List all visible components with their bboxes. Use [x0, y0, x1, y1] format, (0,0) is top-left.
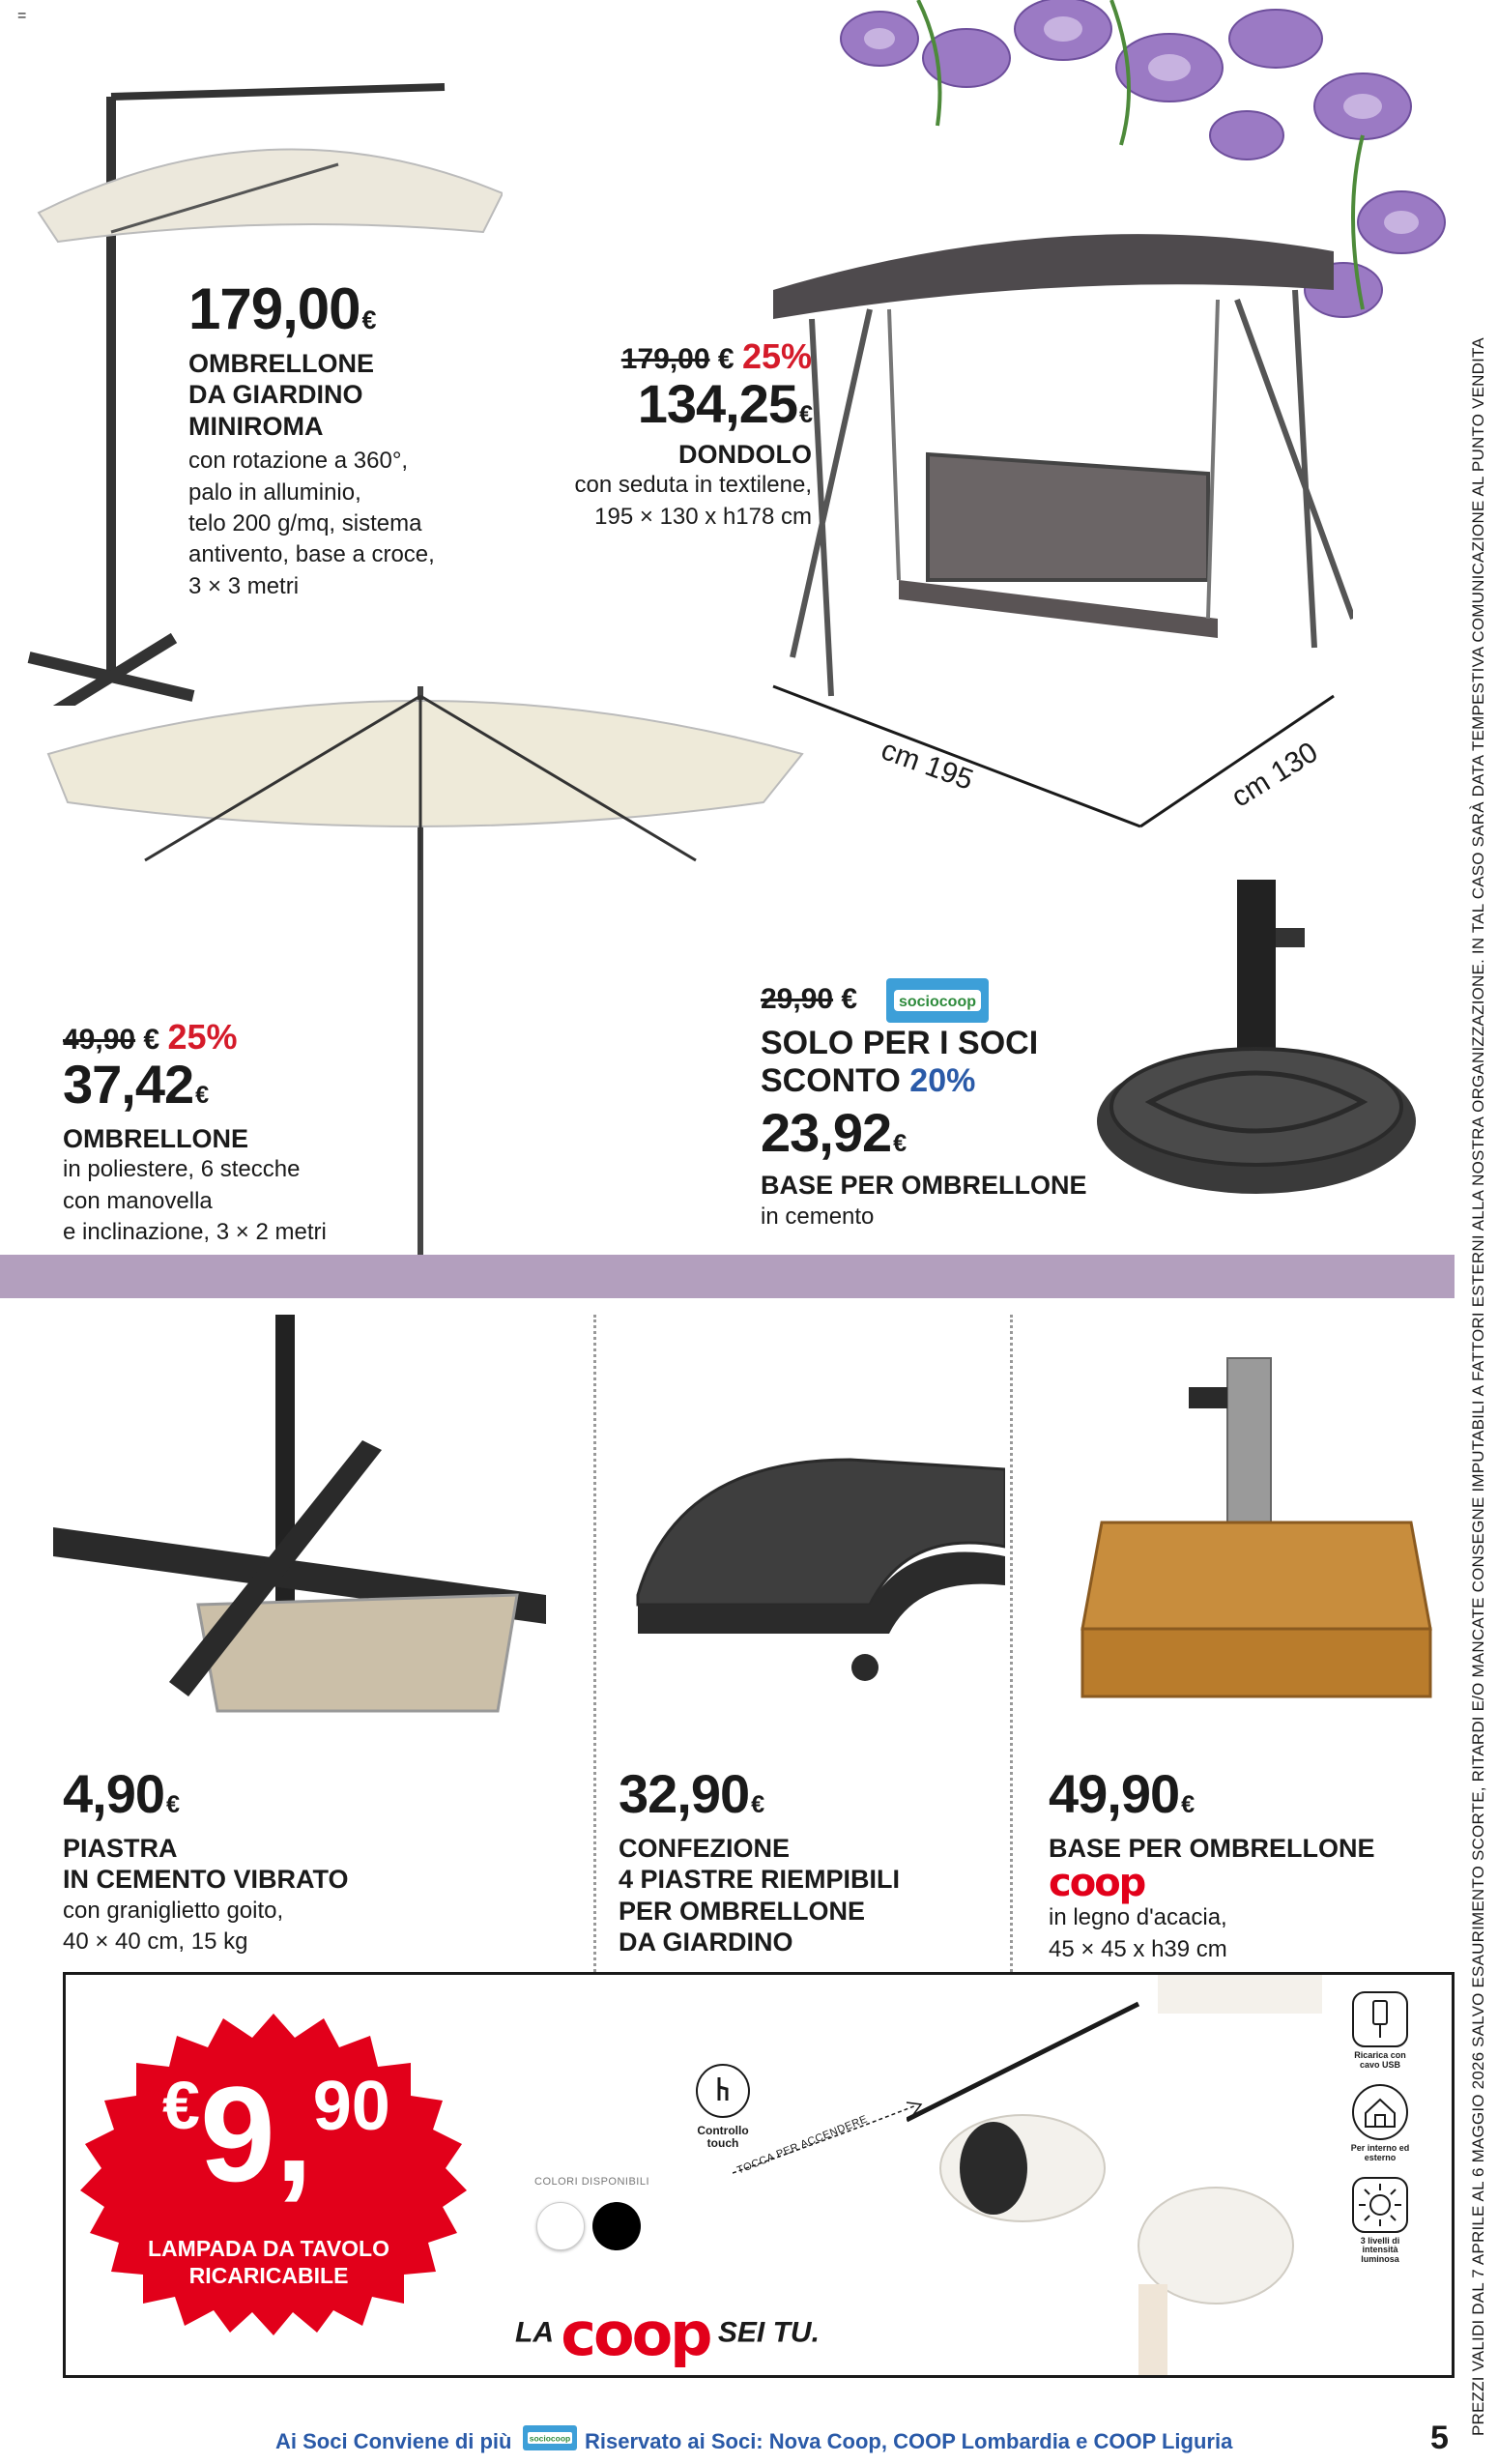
house-icon — [1350, 2082, 1410, 2142]
feature-house-label: Per interno ed esterno — [1350, 2142, 1410, 2162]
dondolo-dim-width: cm 195 — [877, 734, 978, 797]
footer-sociocoop-logo — [522, 2424, 578, 2451]
lampada-title: LAMPADA DA TAVOLO RICARICABILE — [148, 2236, 389, 2288]
coop-logo-slogan: coop — [561, 2299, 710, 2369]
piastre-riempibili-title: CONFEZIONE 4 PIASTRE RIEMPIBILI PER OMBRELLONE DA GIARDINO — [619, 1834, 901, 1957]
piastra-description: con graniglietto goito, 40 × 40 cm, 15 kg — [63, 1897, 284, 1956]
piastra-title: PIASTRA IN CEMENTO VIBRATO — [63, 1834, 349, 1895]
brightness-icon — [1350, 2175, 1410, 2235]
base-acacia-title: BASE PER OMBRELLONE — [1049, 1834, 1375, 1863]
sociocoop-badge — [884, 976, 991, 1025]
dondolo-title: DONDOLO — [678, 440, 812, 469]
lamp-image — [907, 1975, 1341, 2378]
ombrellone-block — [63, 1017, 327, 1249]
miniroma-description: con rotazione a 360°, palo in alluminio, telo 200 g/mq, sistema antivento, base a croce, 3 × 3 metri — [188, 448, 435, 599]
piastre-riempibili-price: 32,90€ — [619, 1763, 764, 1824]
piastra-block — [63, 1763, 349, 1958]
dondolo-dimension-lines — [754, 667, 1353, 841]
dondolo-block — [541, 336, 812, 533]
base-cemento-image — [1092, 870, 1430, 1218]
coop-logo: coop — [1049, 1861, 1145, 1906]
ombrellone-description: in poliestere, 6 stecche con manovella e inclinazione, 3 × 2 metri — [63, 1156, 327, 1246]
column-separator-1 — [593, 1315, 596, 1972]
color-swatch-black[interactable] — [592, 2202, 641, 2250]
corner-mark: = — [17, 8, 27, 24]
piastre-riempibili-image — [619, 1440, 1005, 1692]
section-divider-band — [0, 1255, 1455, 1298]
piastra-price: 4,90€ — [63, 1763, 180, 1824]
feature-brightness-label: 3 livelli di intensità luminosa — [1360, 2235, 1400, 2265]
tap-label: TOCCA PER ACCENDERE — [735, 2113, 870, 2177]
ombrellone-old-price: 49,90 € 25% — [63, 1017, 238, 1057]
page-number: 5 — [1430, 2420, 1449, 2456]
usb-icon — [1350, 1989, 1410, 2049]
base-cemento-block — [761, 976, 1087, 1232]
base-acacia-image — [1073, 1348, 1440, 1706]
base-acacia-description: in legno d'acacia, 45 × 45 x h39 cm — [1049, 1904, 1227, 1962]
dondolo-old-price: 179,00 € 25% — [620, 336, 812, 376]
base-cemento-old-price: 29,90 € sociocoop — [761, 976, 1087, 1025]
svg-text:sociocoop: sociocoop — [529, 2433, 571, 2444]
tap-arrow — [733, 2101, 926, 2178]
feature-list — [1327, 1989, 1433, 2265]
colors-label: COLORI DISPONIBILI — [534, 2176, 650, 2188]
dondolo-dim-depth: cm 130 — [1225, 736, 1324, 814]
base-cemento-price: 23,92€ — [761, 1102, 907, 1164]
svg-text:sociocoop: sociocoop — [899, 994, 977, 1010]
feature-usb-label: Ricarica con cavo USB — [1354, 2050, 1406, 2070]
piastra-image — [43, 1315, 565, 1721]
ombrellone-title: OMBRELLONE — [63, 1124, 248, 1153]
miniroma-price: 179,00€ — [188, 276, 376, 341]
base-acacia-price: 49,90€ — [1049, 1763, 1195, 1824]
footer-left-text: Ai Soci Conviene di più — [275, 2429, 512, 2453]
footer-right-text: Riservato ai Soci: Nova Coop, COOP Lombardia e COOP Liguria — [585, 2429, 1233, 2453]
dondolo-description: con seduta in textilene, 195 × 130 x h178 cm — [574, 472, 812, 530]
miniroma-title: OMBRELLONE DA GIARDINO MINIROMA — [188, 349, 374, 441]
dondolo-price: 134,25€ — [637, 373, 812, 434]
miniroma-block — [188, 276, 435, 602]
base-cemento-title: BASE PER OMBRELLONE — [761, 1171, 1087, 1201]
base-acacia-block — [1049, 1763, 1375, 1965]
base-cemento-promo: SOLO PER I SOCI SCONTO 20% — [761, 1025, 1039, 1100]
touch-label: Controllo touch — [697, 2124, 749, 2151]
lampada-price: €9,90 — [162, 2058, 390, 2210]
side-legal-text: PREZZI VALIDI DAL 7 APRILE AL 6 MAGGIO 2026 SALVO ESAURIMENTO SCORTE, RITARDI E/O MANCATE CONSEGNE IMPUTABILI A FATTORI ESTERNI ALLA NOSTRA ORGANIZZAZIONE. IN TAL CASO SARÀ DATA TEMPESTIVA COMUNICAZIONE AL PUNTO VENDITA — [1469, 337, 1487, 2436]
base-cemento-description: in cemento — [761, 1203, 875, 1230]
column-separator-2 — [1010, 1315, 1013, 1972]
lampada-box — [63, 1972, 1455, 2378]
piastre-riempibili-block — [619, 1763, 901, 1958]
color-swatch-white[interactable] — [536, 2202, 585, 2250]
ombrellone-price: 37,42€ — [63, 1054, 209, 1115]
slogan: LA coop SEI TU. — [515, 2299, 820, 2369]
